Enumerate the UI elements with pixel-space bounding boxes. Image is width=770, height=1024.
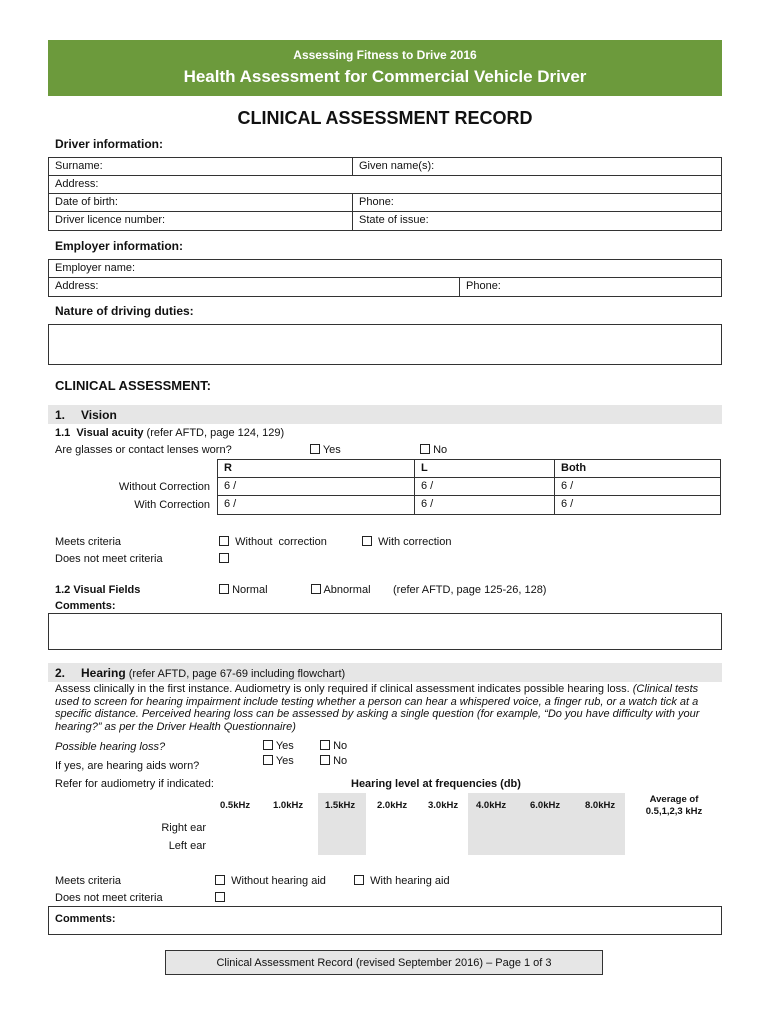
left-ear-label: Left ear bbox=[168, 840, 206, 852]
page-footer: Clinical Assessment Record (revised September 2016) – Page 1 of 3 bbox=[165, 950, 603, 975]
header-subtitle: Assessing Fitness to Drive 2016 bbox=[293, 48, 477, 62]
freq-header: 4.0kHz bbox=[476, 800, 507, 811]
visual-fields-label: 1.2 Visual Fields bbox=[55, 584, 141, 596]
hearing-comments-box[interactable] bbox=[48, 906, 722, 935]
hearing-section-band bbox=[48, 663, 722, 682]
hearing-number: 2. bbox=[55, 666, 66, 680]
vision-meets-label: Meets criteria bbox=[55, 536, 122, 548]
acuity-col-r: R bbox=[224, 462, 232, 474]
employer-info-heading: Employer information: bbox=[55, 239, 184, 253]
hearing-heading: Hearing bbox=[81, 666, 126, 680]
page-title: CLINICAL ASSESSMENT RECORD bbox=[237, 108, 533, 128]
visual-acuity-heading bbox=[55, 427, 284, 439]
freq-header: 1.0kHz bbox=[273, 800, 304, 811]
freq-header: 8.0kHz bbox=[585, 800, 616, 811]
licence-number-field[interactable]: Driver licence number: bbox=[55, 214, 166, 226]
vision-without-correction-option[interactable] bbox=[219, 536, 327, 548]
average-header-line1: Average of bbox=[649, 794, 699, 805]
average-header-line2: 0.5,1,2,3 kHz bbox=[645, 806, 703, 817]
driver-info-heading: Driver information: bbox=[55, 137, 164, 151]
driver-address-field[interactable]: Address: bbox=[55, 178, 99, 190]
vision-with-correction-option[interactable] bbox=[362, 536, 451, 548]
hearing-loss-yes-option[interactable] bbox=[263, 740, 294, 752]
vision-with-correction-label: With correction bbox=[378, 536, 452, 548]
freq-header: 6.0kHz bbox=[530, 800, 561, 811]
freq-header: 2.0kHz bbox=[377, 800, 408, 811]
acuity-cell[interactable]: 6 / bbox=[224, 498, 237, 510]
hearing-aids-no-label: No bbox=[333, 755, 348, 767]
header-banner bbox=[48, 40, 722, 96]
freq-header: 1.5kHz bbox=[325, 800, 356, 811]
vision-comments-label: Comments: bbox=[55, 600, 116, 612]
hearing-intro-text: Assess clinically in the first instance. Audiometry is only required if clinical assessment indicates possible hearing loss. bbox=[55, 683, 630, 695]
acuity-cell[interactable]: 6 / bbox=[554, 478, 720, 495]
freq-header: 3.0kHz bbox=[428, 800, 459, 811]
visual-fields-normal-option[interactable] bbox=[219, 584, 268, 596]
vision-section-band bbox=[48, 405, 722, 424]
employer-name-field[interactable]: Employer name: bbox=[55, 262, 136, 274]
visual-fields-abnormal-option[interactable] bbox=[311, 584, 371, 596]
glasses-no-checkbox[interactable] bbox=[420, 444, 430, 454]
acuity-col-both: Both bbox=[554, 460, 720, 477]
acuity-row-label: Without Correction bbox=[118, 481, 210, 493]
clinical-assessment-heading: CLINICAL ASSESSMENT: bbox=[55, 378, 212, 393]
average-header bbox=[636, 794, 712, 818]
possible-hearing-loss-question: Possible hearing loss? bbox=[55, 741, 166, 753]
hearing-intro-italic: (Clinical tests used to screen for hearing impairment include testing whether a person can hear a whispered voice, a finger rub, or a watch tick at a specific distance. Perceived hearing loss can be assessed by asking a single question (for example, “Do you have difficulty with your hearing?” as per the Driver Health Questionnaire) bbox=[55, 683, 700, 733]
visual-fields-ref: (refer AFTD, page 125-26, 128) bbox=[393, 584, 547, 596]
visual-acuity-table bbox=[217, 459, 721, 515]
vision-comments-box[interactable] bbox=[48, 613, 722, 650]
vision-with-correction-checkbox[interactable] bbox=[362, 536, 372, 546]
state-of-issue-field[interactable]: State of issue: bbox=[352, 212, 721, 230]
acuity-cell[interactable]: 6 / bbox=[414, 478, 554, 495]
driver-info-table bbox=[48, 157, 722, 231]
hearing-frequencies-heading: Hearing level at frequencies (db) bbox=[351, 778, 521, 790]
header-title: Health Assessment for Commercial Vehicle Driver bbox=[183, 67, 587, 86]
employer-info-table bbox=[48, 259, 722, 297]
visual-acuity-label: Visual acuity bbox=[76, 427, 144, 439]
driver-phone-field[interactable]: Phone: bbox=[352, 194, 721, 211]
visual-fields-normal-checkbox[interactable] bbox=[219, 584, 229, 594]
visual-fields-normal-label: Normal bbox=[232, 584, 268, 596]
hearing-intro bbox=[55, 683, 715, 733]
dob-field[interactable]: Date of birth: bbox=[55, 196, 118, 208]
without-hearing-aid-checkbox[interactable] bbox=[215, 875, 225, 885]
duties-heading: Nature of driving duties: bbox=[55, 304, 194, 318]
with-hearing-aid-option[interactable] bbox=[354, 875, 450, 887]
right-ear-label: Right ear bbox=[161, 822, 206, 834]
hearing-loss-no-option[interactable] bbox=[320, 740, 347, 752]
freq-header: 0.5kHz bbox=[220, 800, 251, 811]
employer-address-field[interactable]: Address: bbox=[55, 280, 99, 292]
glasses-yes-option[interactable] bbox=[310, 444, 341, 456]
without-hearing-aid-label: Without hearing aid bbox=[231, 875, 326, 887]
hearing-ref: (refer AFTD, page 67-69 including flowchart) bbox=[128, 668, 346, 680]
hearing-loss-no-checkbox[interactable] bbox=[320, 740, 330, 750]
glasses-no-option[interactable] bbox=[420, 444, 447, 456]
vision-number: 1. bbox=[55, 408, 66, 422]
vision-without-correction-checkbox[interactable] bbox=[219, 536, 229, 546]
hearing-not-meets-checkbox[interactable] bbox=[215, 892, 225, 902]
hearing-comments-label: Comments: bbox=[55, 913, 116, 925]
hearing-meets-label: Meets criteria bbox=[55, 875, 122, 887]
vision-without-correction-label: Without correction bbox=[235, 536, 327, 548]
with-hearing-aid-label: With hearing aid bbox=[370, 875, 450, 887]
hearing-not-meets-label: Does not meet criteria bbox=[55, 892, 163, 904]
glasses-no-label: No bbox=[433, 444, 448, 456]
acuity-cell[interactable]: 6 / bbox=[414, 496, 554, 514]
hearing-aids-yes-option[interactable] bbox=[263, 755, 294, 767]
acuity-cell[interactable]: 6 / bbox=[554, 496, 720, 514]
hearing-aids-yes-label: Yes bbox=[275, 755, 294, 767]
hearing-aids-question: If yes, are hearing aids worn? bbox=[55, 760, 200, 772]
duties-textbox[interactable] bbox=[48, 324, 722, 365]
surname-field[interactable]: Surname: bbox=[55, 160, 103, 172]
hearing-loss-yes-label: Yes bbox=[275, 740, 294, 752]
with-hearing-aid-checkbox[interactable] bbox=[354, 875, 364, 885]
hearing-aids-yes-checkbox[interactable] bbox=[263, 755, 273, 765]
glasses-yes-checkbox[interactable] bbox=[310, 444, 320, 454]
vision-not-meets-label: Does not meet criteria bbox=[55, 553, 163, 565]
visual-acuity-ref: (refer AFTD, page 124, 129) bbox=[146, 427, 285, 439]
hearing-aids-no-checkbox[interactable] bbox=[320, 755, 330, 765]
hearing-loss-yes-checkbox[interactable] bbox=[263, 740, 273, 750]
vision-not-meets-checkbox[interactable] bbox=[219, 553, 229, 563]
without-hearing-aid-option[interactable] bbox=[215, 875, 326, 887]
refer-audiometry-label: Refer for audiometry if indicated: bbox=[55, 778, 214, 790]
acuity-row-label: With Correction bbox=[134, 499, 210, 511]
acuity-col-l: L bbox=[414, 460, 554, 477]
glasses-question: Are glasses or contact lenses worn? bbox=[55, 444, 232, 456]
vision-heading: Vision bbox=[81, 408, 117, 422]
visual-fields-abnormal-checkbox[interactable] bbox=[311, 584, 321, 594]
hearing-not-meets-option[interactable] bbox=[215, 892, 225, 904]
employer-phone-field[interactable]: Phone: bbox=[459, 278, 721, 296]
visual-fields-abnormal-label: Abnormal bbox=[323, 584, 371, 596]
given-names-field[interactable]: Given name(s): bbox=[352, 158, 721, 175]
hearing-aids-no-option[interactable] bbox=[320, 755, 347, 767]
glasses-yes-label: Yes bbox=[322, 444, 341, 456]
acuity-cell[interactable]: 6 / bbox=[224, 480, 237, 492]
hearing-heading-line bbox=[81, 666, 345, 680]
hearing-loss-no-label: No bbox=[333, 740, 348, 752]
visual-acuity-number: 1.1 bbox=[55, 427, 71, 439]
vision-not-meets-option[interactable] bbox=[219, 553, 229, 565]
